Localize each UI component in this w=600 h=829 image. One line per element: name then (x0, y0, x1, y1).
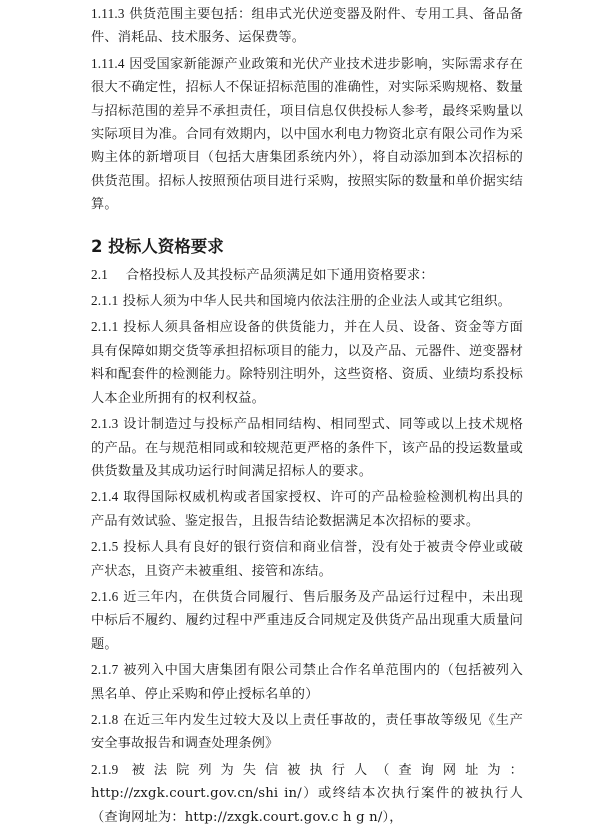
paragraph-2-1-5 (91, 535, 523, 583)
paragraph-2-1-1-b (91, 315, 523, 410)
clause-text: 被法院列为失信被执行人（查询网址为：http://zxgk.court.gov.cn/shi in/）或终结本次执行案件的被执行人（查询网址为：http://zxgk.court.gov.c h g n/）， (91, 762, 523, 825)
paragraph-1-11-4 (91, 52, 523, 217)
clause-number: 2.1.1 (91, 319, 119, 335)
clause-text: 合格投标人及其投标产品须满足如下通用资格要求： (112, 267, 434, 283)
paragraph-2-1-9 (91, 758, 523, 829)
paragraph-1-11-3 (91, 2, 523, 50)
clause-number: 2.1 (91, 266, 109, 282)
clause-number: 2.1.6 (91, 588, 119, 604)
clause-text: 投标人须具备相应设备的供货能力，并在人员、设备、资金等方面具有保障如期交货等承担招标项目的能力，以及产品、元器件、逆变器材料和配套件的检测能力。除特别注明外，这些资格、资质、业绩均系投标人本企业所拥有的权利权益。 (91, 320, 523, 406)
clause-number: 2.1.5 (91, 539, 119, 555)
clause-text: 投标人须为中华人民共和国境内依法注册的企业法人或其它组织。 (122, 294, 512, 310)
clause-number: 2.1.7 (91, 662, 119, 678)
clause-text: 设计制造过与投标产品相同结构、相同型式、同等或以上技术规格的产品。在与规范相同或和较规范更严格的条件下，该产品的投运数量或供货数量及其成功运行时间满足招标人的要求。 (91, 417, 523, 479)
paragraph-2-1-3 (91, 412, 523, 483)
paragraph-2-1-7 (91, 658, 523, 706)
clause-text: 因受国家新能源产业政策和光伏产业技术进步影响，实际需求存在很大不确定性，招标人不保证招标范围的准确性，对实际采购规格、数量与招标范围的差异不承担责任，项目信息仅供投标人参考，最终采购量以实际项目为准。合同有效期内，以中国水利电力物资北京有限公司作为采购主体的新增项目（包括大唐集团系统内外），将自动添加到本次招标的供货范围。招标人按照预估项目进行采购，按照实际的数量和单价据实结算。 (91, 56, 523, 213)
section-heading: 2 投标人资格要求 (91, 236, 224, 256)
paragraph-2-1 (91, 263, 523, 287)
paragraph-2-1-6 (91, 585, 523, 656)
clause-text: 被列入中国大唐集团有限公司禁止合作名单范围内的（包括被列入黑名单、停止采购和停止授标名单的） (91, 663, 523, 702)
clause-text: 在近三年内发生过较大及以上责任事故的，责任事故等级见《生产安全事故报告和调查处理条例》 (91, 712, 523, 752)
clause-number: 2.1.4 (91, 489, 119, 505)
clause-text: 投标人具有良好的银行资信和商业信誉，没有处于被责令停业或破产状态，且资产未被重组、接管和冻结。 (91, 540, 523, 579)
paragraph-2-1-4 (91, 485, 523, 533)
paragraph-2-1-1-a (91, 289, 523, 313)
clause-number: 2.1.3 (91, 416, 119, 432)
clause-text: 近三年内，在供货合同履行、售后服务及产品运行过程中，未出现中标后不履约、履约过程中严重违反合同规定及供货产品出现重大质量问题。 (91, 589, 523, 652)
clause-number: 1.11.4 (91, 55, 125, 71)
clause-text: 取得国际权威机构或者国家授权、许可的产品检验检测机构出具的产品有效试验、鉴定报告，且报告结论数据满足本次招标的要求。 (91, 490, 523, 529)
clause-number: 1.11.3 (91, 6, 125, 21)
clause-number: 2.1.8 (91, 711, 119, 727)
clause-number: 2.1.9 (91, 761, 119, 777)
clause-text: 供货范围主要包括：组串式光伏逆变器及附件、专用工具、备品备件、消耗品、技术服务、运保费等。 (91, 7, 523, 46)
document-page (91, 2, 523, 829)
clause-number: 2.1.1 (91, 293, 119, 309)
